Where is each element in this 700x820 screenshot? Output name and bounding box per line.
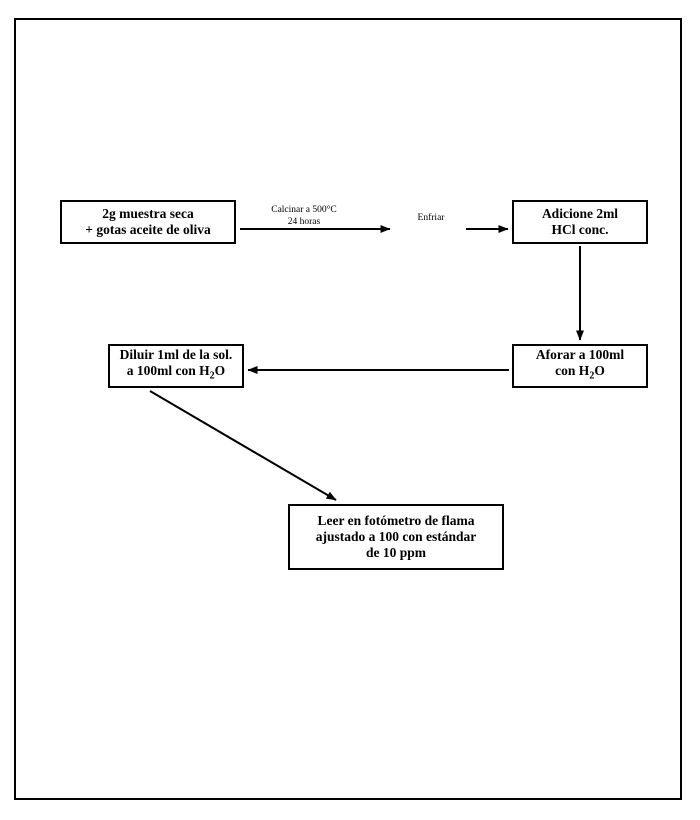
diagram-border (14, 18, 682, 800)
flow-node-leer-fotometro (288, 504, 504, 570)
edge-label-line: Calcinar a 500°C (271, 205, 337, 215)
edge-label-enfriar (396, 212, 466, 224)
flow-node-add-hcl (512, 200, 648, 244)
node-line: 2g muestra seca (102, 206, 194, 221)
edge-label-line: 24 horas (287, 217, 321, 227)
node-line: ajustado a 100 con estándar (315, 529, 477, 544)
node-line: Diluir 1ml de la sol. (119, 347, 233, 363)
flow-node-sample (60, 200, 236, 244)
node-line: con $H_2O$ (555, 363, 605, 382)
node-line: Leer en fotómetro de flama (317, 513, 475, 528)
edge-label-line: Enfriar (417, 213, 445, 223)
flow-node-diluir (108, 344, 244, 388)
node-line: + gotas aceite de oliva (85, 222, 211, 237)
node-line: HCl conc. (551, 222, 609, 237)
node-line: Aforar a 100ml (535, 347, 625, 363)
edge-label-calcinar (244, 204, 364, 228)
flow-node-aforar (512, 344, 648, 388)
node-line: de 10 ppm (365, 545, 426, 560)
node-line: a 100ml con $H_2O$ (126, 363, 226, 382)
node-line: Adicione 2ml (541, 206, 619, 221)
